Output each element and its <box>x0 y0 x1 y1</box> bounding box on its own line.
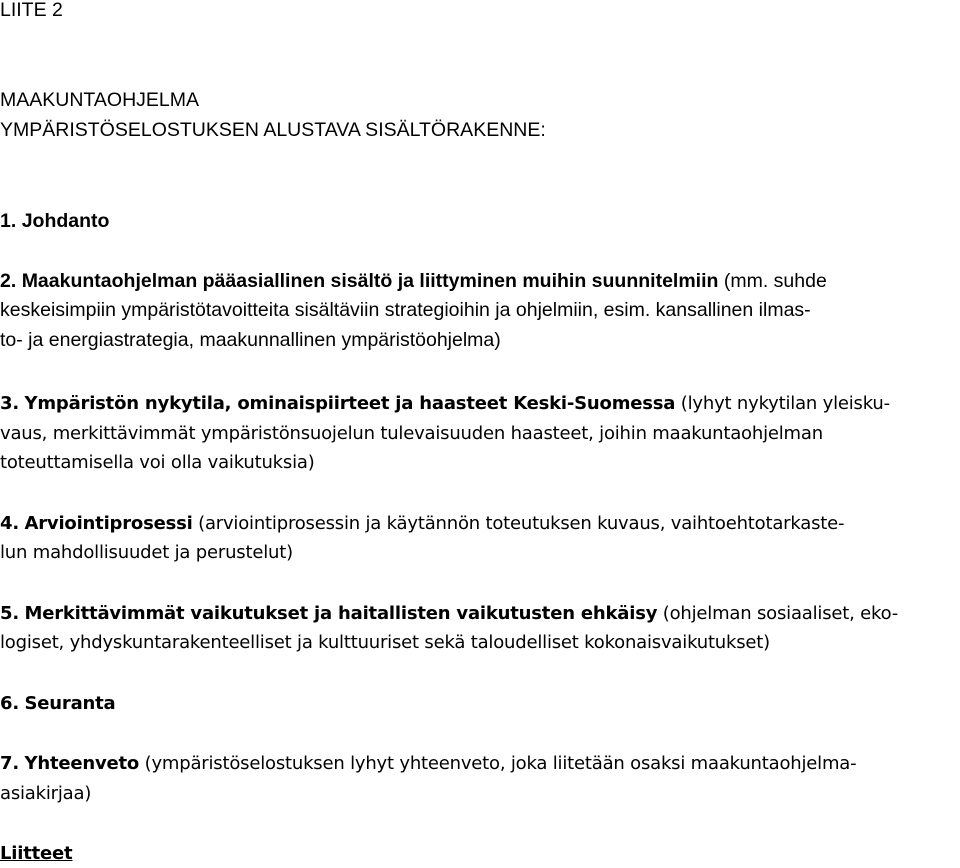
section-7-line-2: asiakirjaa) <box>0 783 92 804</box>
section-3-heading: Ympäristön nykytila, ominaispiirteet ja haasteet Keski-Suomessa <box>24 393 676 414</box>
section-2-number: 2. <box>0 270 17 292</box>
section-7-description: (ympäristöselostuksen lyhyt yhteenveto, joka liitetään osaksi maakuntaohjelma- <box>144 753 857 774</box>
section-5-number: 5. <box>0 603 19 624</box>
section-4-line-2: lun mahdollisuudet ja perustelut) <box>0 542 293 563</box>
section-7-number: 7. <box>0 753 19 774</box>
section-3-line-2: vaus, merkittävimmät ympäristönsuojelun tulevaisuuden haasteet, joihin maakuntaohjelman <box>0 423 823 444</box>
section-6-number: 6. <box>0 693 19 714</box>
appendix-label: LIITE 2 <box>0 0 63 21</box>
section-2-line-1 <box>0 267 827 295</box>
section-4-line-1 <box>0 510 844 538</box>
section-7-line-1 <box>0 750 856 778</box>
section-5-line-2: logiset, yhdyskuntarakenteelliset ja kulttuuriset sekä taloudelliset kokonaisvaikutukset) <box>0 632 770 653</box>
section-4-number: 4. <box>0 513 19 534</box>
section-1-number: 1. <box>0 210 17 232</box>
program-title: MAAKUNTAOHJELMA <box>0 89 199 111</box>
attachments-heading-text: Liitteet <box>0 843 73 864</box>
section-3-line-3: toteuttamisella voi olla vaikutuksia) <box>0 452 315 473</box>
document-subtitle: YMPÄRISTÖSELOSTUKSEN ALUSTAVA SISÄLTÖRAKENNE: <box>0 119 546 141</box>
section-2-heading: Maakuntaohjelman pääasiallinen sisältö ja liittyminen muihin suunnitelmiin <box>21 270 719 292</box>
section-5-heading: Merkittävimmät vaikutukset ja haitallisten vaikutusten ehkäisy <box>24 603 658 624</box>
section-7-heading: Yhteenveto <box>24 753 140 774</box>
section-2-line-3: to- ja energiastrategia, maakunnallinen ympäristöohjelma) <box>0 329 501 351</box>
section-5-description: (ohjelman sosiaaliset, eko- <box>662 603 899 624</box>
section-3-description: (lyhyt nykytilan yleisku- <box>680 393 890 414</box>
section-6 <box>0 690 115 718</box>
section-3-number: 3. <box>0 393 19 414</box>
section-4-description: (arviointiprosessin ja käytännön toteutuksen kuvaus, vaihtoehtotarkaste- <box>198 513 845 534</box>
section-6-heading: Seuranta <box>24 693 116 714</box>
attachments-heading <box>0 840 72 868</box>
section-2-line-2: keskeisimpiin ympäristötavoitteita sisältäviin strategioihin ja ohjelmiin, esim. kansallinen ilmas- <box>0 299 811 321</box>
section-1 <box>0 207 109 235</box>
section-1-heading: Johdanto <box>21 210 110 232</box>
section-2-description: (mm. suhde <box>723 270 827 292</box>
section-5-line-1 <box>0 600 898 628</box>
section-3-line-1 <box>0 390 890 418</box>
section-4-heading: Arviointiprosessi <box>24 513 193 534</box>
